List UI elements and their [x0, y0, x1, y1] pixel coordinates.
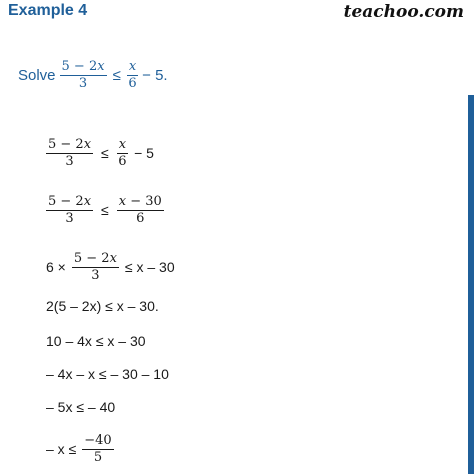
- step-7: – 5x ≤ – 40: [46, 399, 116, 415]
- step-3-fraction: [72, 252, 119, 282]
- step-6: – 4x – x ≤ – 30 – 10: [46, 366, 169, 382]
- step-8-num: −40: [84, 433, 112, 448]
- step-2-rnum-var: x: [118, 194, 127, 209]
- step-3-num-var: x: [109, 251, 117, 266]
- question-lhs-fraction: [60, 60, 107, 90]
- step-8-den: 5: [93, 449, 103, 465]
- step-1-rden: 6: [118, 153, 127, 169]
- step-3: [46, 252, 175, 282]
- step-2-relation: ≤: [101, 202, 109, 219]
- step-2-rden: 6: [136, 210, 145, 226]
- step-1-relation: ≤: [101, 145, 109, 162]
- step-3-num: 5 − 2: [73, 251, 110, 266]
- step-1-num: 5 − 2: [48, 137, 84, 152]
- step-1: [46, 138, 154, 168]
- question-rhs-var: x: [128, 59, 137, 74]
- step-1-rhs-fraction: [117, 138, 128, 168]
- question-rhs-fraction: [127, 60, 138, 90]
- step-2-rhs-fraction: [117, 195, 164, 225]
- question-lhs-num: 5 − 2: [61, 59, 98, 74]
- step-8-fraction: [82, 434, 113, 464]
- step-1-tail: − 5: [134, 145, 154, 162]
- step-1-rnum-var: x: [118, 137, 127, 152]
- step-3-prefix: 6 ×: [46, 259, 66, 276]
- step-1-num-var: x: [83, 137, 92, 152]
- question-relation: ≤: [112, 66, 121, 84]
- step-2-rnum-tail: − 30: [126, 194, 162, 209]
- step-3-rest: ≤ x – 30: [124, 259, 175, 276]
- step-2: [46, 195, 164, 225]
- step-2-num-var: x: [83, 194, 92, 209]
- question-tail: − 5.: [142, 66, 168, 84]
- step-1-lhs-fraction: [46, 138, 93, 168]
- step-2-num: 5 − 2: [48, 194, 84, 209]
- step-8: [46, 434, 114, 464]
- question-rhs-den: 6: [128, 75, 137, 91]
- step-4: 2(5 – 2x) ≤ x – 30.: [46, 298, 159, 314]
- step-5: 10 – 4x ≤ x – 30: [46, 333, 146, 349]
- question: [18, 60, 168, 90]
- step-2-den: 3: [65, 210, 74, 226]
- step-2-lhs-fraction: [46, 195, 93, 225]
- step-1-den: 3: [65, 153, 74, 169]
- page-title: Example 4: [8, 2, 88, 19]
- accent-bar: [468, 95, 474, 474]
- brand-logo: teachoo.com: [343, 2, 464, 22]
- step-8-prefix: – x ≤: [46, 441, 77, 458]
- question-lhs-var: x: [97, 59, 105, 74]
- question-prefix: Solve: [18, 66, 56, 84]
- question-lhs-den: 3: [78, 75, 88, 91]
- step-3-den: 3: [91, 267, 100, 283]
